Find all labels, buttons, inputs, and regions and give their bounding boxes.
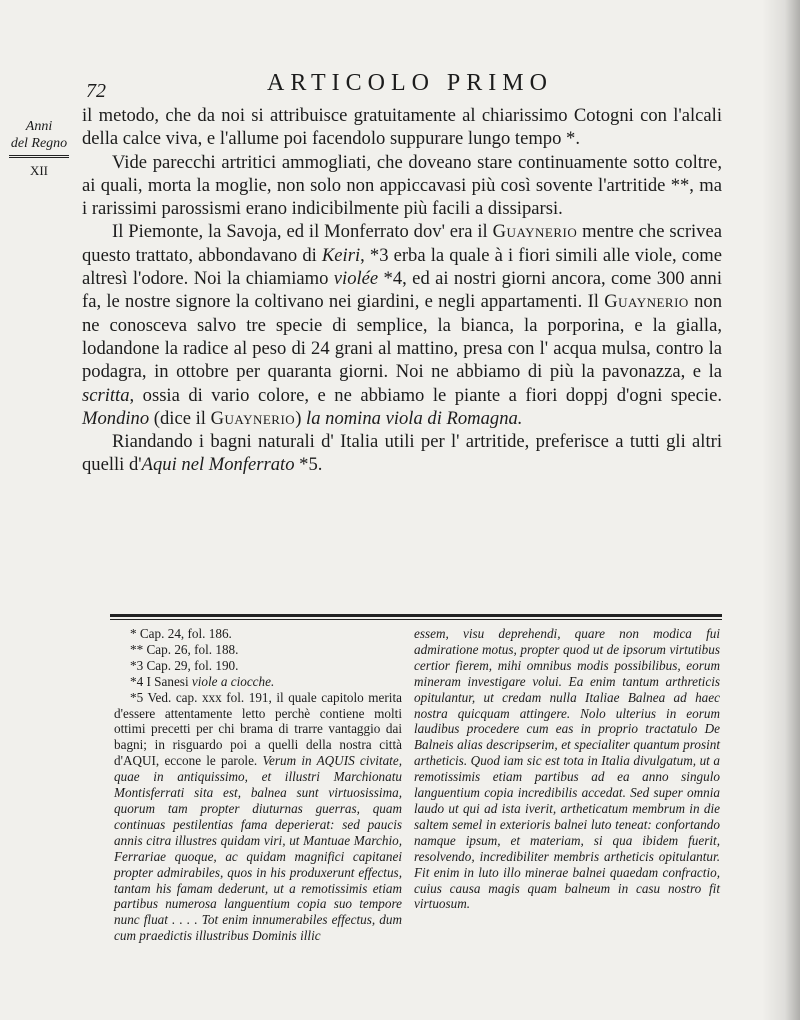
author-name: Guaynerio: [604, 291, 689, 313]
footnote-1: * Cap. 24, fol. 186.: [130, 626, 232, 641]
footnote-5-continued: essem, visu deprehendi, quare non modica fui admiratione motus, propter quod ut de ipsorum virtutibus certior fierem, mihi omnibus modis possibilibus, eorum mineram investigare volui. Ea enim tantum arthreticis opitulantur, ut credam nulla Italiae Balnea ad haec nostra quicquam attingere. Nolo ulterius in eorum laudibus procedere cum eas in proprio tractatulo De Balneis alias descripserim, et specialiter quantum prosint artheticis. Quod iam sic est tota in Italia divulgatum, ut a remotissimis etiam partibus ad ea anno singulo languentium copia incredibilis accedat. Sed super omnia laudo ut qui ad ista iverit, artheticatum membrum in die saltem semel in exterioris balnei luto teneat: confortando namque ipsum, et materiam, si qua ibidem fuerit, resolvendo, incredibiliter membris artheticis opitulantur. Fit enim in luto illo minerae balnei quaedam confractio, cuius causa magis quam balneum in casu nostro fit virtuosum.: [414, 626, 720, 912]
footnote-3: *3 Cap. 29, fol. 190.: [130, 657, 239, 673]
margin-note-line1: Anni: [25, 119, 53, 134]
footnote-2: ** Cap. 26, fol. 188.: [130, 641, 239, 657]
paragraph-2: Vide parecchi artritici ammogliati, che doveano stare continuamente sotto coltre, ai quali, morta la moglie, non solo non appiccavasi più così sovente l'artritide **, ma i rarissimi parossismi erano indicibilmente più facili a dissiparsi.: [82, 151, 722, 220]
footnote-5: *5 Ved. cap. xxx fol. 191, il quale capitolo merita d'essere attentamente letto perchè contiene molti ottimi precetti per chi brama di trarre vantaggio dai bagni; in risguardo poi a quelli della nostra città d'AQUI, eccone le parole. Verum in AQUIS civitate, quae in antiquissimo, et illustri Marchionatu Montisferrati sita est, balnea sunt virtuosissima, quorum tam propter diuturnas guerras, quam continuas pestilentias fama deperierat: sed paucis annis citra illustres quidam viri, ut Mantuae Marchio, Ferrariae quoque, ac quidam magnifici capitanei propter admirabiles, quos in his produxerunt effectus, tantam his famam dederunt, ut a remotissimis etiam partibus numerosa languentium copia suo tempore nunc fluat . . . . Tot enim innumerabiles effectus, dum cum praedictis illustribus Dominis illic: [114, 689, 402, 944]
margin-note-year: XII: [29, 163, 49, 178]
margin-note: [4, 118, 74, 179]
footnotes-right-column: [414, 626, 720, 912]
margin-note-line2: del Regno: [10, 136, 68, 151]
author-name: Guaynerio: [210, 407, 296, 429]
footnote-4: *4 I Sanesi viole a ciocche.: [130, 673, 275, 689]
page-number: 72: [86, 80, 106, 102]
page-edge-shadow: [762, 0, 800, 1020]
paragraph-4: Riandando i bagni naturali d' Italia utili per l' artritide, preferisce a tutti gli altri quelli d'Aqui nel Monferrato *5.: [82, 431, 722, 476]
footnotes-left-column: [114, 626, 402, 944]
paragraph-1: il metodo, che da noi si attribuisce gratuitamente al chiarissimo Cotogni con l'alcali della calce viva, e l'allume poi facendolo suppurare lungo tempo *.: [82, 105, 722, 150]
footnote-rule: [110, 614, 722, 617]
running-title: ARTICOLO PRIMO: [267, 70, 553, 96]
main-text: [82, 104, 722, 477]
author-name: Guaynerio: [492, 221, 578, 243]
paragraph-3: Il Piemonte, la Savoja, ed il Monferrato dov' era il Guaynerio mentre che scrivea questo trattato, abbondavano di Keiri, *3 erba la quale à i fiori simili alle viole, come altresì l'odore. Noi la chiamiamo violée *4, ed ai nostri giorni ancora, come 300 anni fa, le nostre signore la coltivano nei giardini, e negli appartamenti. Il Guaynerio non ne conosceva salvo tre specie di semplice, la bianca, la porporina, e la gialla, lodandone la radice al peso di 24 grani al mattino, presa con l' acqua mulsa, contro la podagra, in ottobre per quaranta giorni. Noi ne abbiamo di più la pavonazza, e la scritta, ossia di vario colore, e ne abbiamo le piante a fiori doppj d'ogni specie. Mondino (dice il Guaynerio) la nomina viola di Romagna.: [82, 221, 723, 429]
margin-note-rule: [9, 155, 69, 158]
